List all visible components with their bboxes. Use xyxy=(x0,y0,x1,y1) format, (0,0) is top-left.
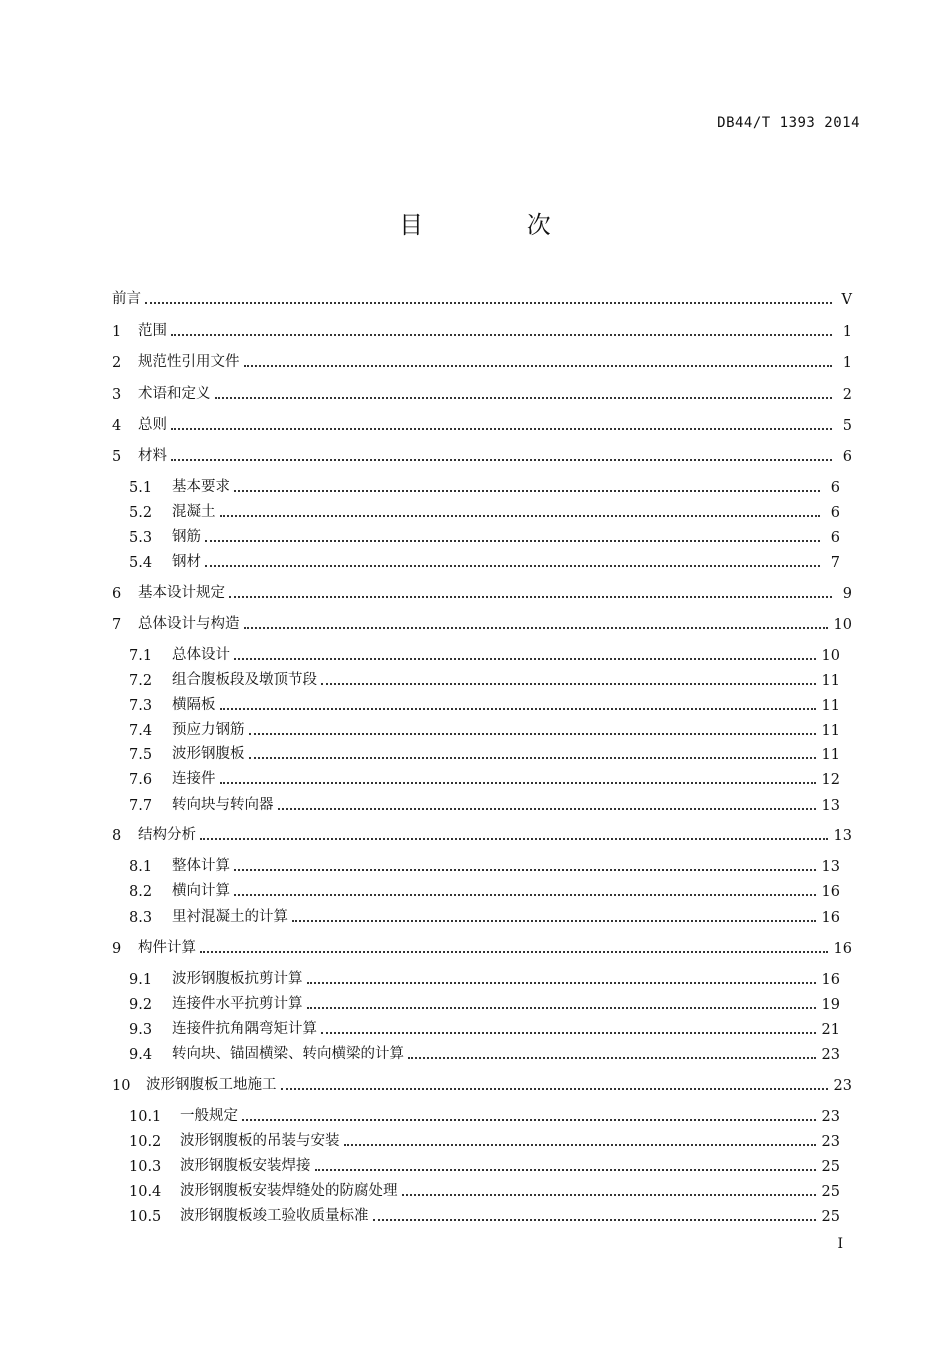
toc-page-number: 19 xyxy=(821,997,840,1013)
dot-leader xyxy=(145,301,832,304)
toc-entry[interactable] xyxy=(112,318,852,340)
toc-entry-label: 构件计算 xyxy=(138,940,196,956)
dot-leader xyxy=(220,707,816,710)
toc-entry-label: 基本设计规定 xyxy=(138,585,225,601)
toc-entry-label: 材料 xyxy=(138,448,167,464)
dot-leader xyxy=(234,893,816,896)
dot-leader xyxy=(281,1087,828,1090)
toc-page-number: 23 xyxy=(821,1047,840,1063)
toc-subentry[interactable] xyxy=(129,1103,840,1125)
toc-section-number: 10.5 xyxy=(129,1209,162,1225)
dot-leader xyxy=(321,1031,816,1034)
dot-leader xyxy=(244,626,828,629)
toc-section-number: 9.2 xyxy=(129,997,153,1013)
toc-entry-label: 预应力钢筋 xyxy=(172,722,245,738)
toc-section-number: 7.3 xyxy=(129,698,153,714)
toc-subentry[interactable] xyxy=(129,692,840,714)
toc-page-number: 25 xyxy=(821,1184,840,1200)
toc-section-number: 9.1 xyxy=(129,972,153,988)
toc-entry-label: 波形钢腹板工地施工 xyxy=(146,1077,277,1093)
dot-leader xyxy=(249,756,816,759)
toc-subentry[interactable] xyxy=(129,474,840,496)
toc-entry-label: 基本要求 xyxy=(172,479,230,495)
toc-section-number: 8 xyxy=(112,828,122,844)
toc-page-number: 21 xyxy=(821,1022,840,1038)
dot-leader xyxy=(307,1006,816,1009)
toc-entry-label: 波形钢腹板 xyxy=(172,746,245,762)
toc-page-number: 5 xyxy=(842,418,852,434)
toc-subentry[interactable] xyxy=(129,667,840,689)
toc-subentry[interactable] xyxy=(129,878,840,900)
toc-entry-label: 混凝土 xyxy=(172,504,216,520)
toc-section-number: 10 xyxy=(112,1078,131,1094)
dot-leader xyxy=(402,1193,816,1196)
dot-leader xyxy=(249,732,816,735)
dot-leader xyxy=(171,333,832,336)
toc-section-number: 7 xyxy=(112,617,122,633)
dot-leader xyxy=(373,1218,816,1221)
dot-leader xyxy=(307,981,816,984)
dot-leader xyxy=(220,781,816,784)
toc-entry-label: 组合腹板段及墩顶节段 xyxy=(172,672,317,688)
toc-section-number: 9.4 xyxy=(129,1047,153,1063)
toc-entry[interactable] xyxy=(112,822,852,844)
toc-page-number: 13 xyxy=(833,828,852,844)
toc-entry-label: 整体计算 xyxy=(172,858,230,874)
toc-subentry[interactable] xyxy=(129,792,840,814)
toc-page-number: 25 xyxy=(821,1209,840,1225)
toc-entry[interactable] xyxy=(112,286,852,308)
dot-leader xyxy=(234,489,820,492)
toc-subentry[interactable] xyxy=(129,1178,840,1200)
toc-section-number: 2 xyxy=(112,355,122,371)
dot-leader xyxy=(278,807,816,810)
toc-entry-label: 结构分析 xyxy=(138,827,196,843)
toc-subentry[interactable] xyxy=(129,1016,840,1038)
toc-subentry[interactable] xyxy=(129,966,840,988)
dot-leader xyxy=(220,514,821,517)
toc-page-number: 6 xyxy=(842,449,852,465)
toc-page-number: 11 xyxy=(821,747,840,763)
toc-section-number: 7.6 xyxy=(129,772,153,788)
toc-entry[interactable] xyxy=(112,349,852,371)
dot-leader xyxy=(244,364,833,367)
page-number: I xyxy=(837,1236,843,1252)
toc-entry-label: 术语和定义 xyxy=(138,386,211,402)
toc-section-number: 5.4 xyxy=(129,555,153,571)
toc-subentry[interactable] xyxy=(129,524,840,546)
toc-section-number: 5.1 xyxy=(129,480,153,496)
dot-leader xyxy=(234,657,816,660)
dot-leader xyxy=(205,564,820,567)
dot-leader xyxy=(171,427,832,430)
dot-leader xyxy=(215,396,833,399)
toc-subentry[interactable] xyxy=(129,741,840,763)
toc-page-number: 7 xyxy=(830,555,840,571)
toc-page-number: V xyxy=(841,292,852,308)
toc-page-number: 6 xyxy=(830,530,840,546)
toc-subentry[interactable] xyxy=(129,717,840,739)
dot-leader xyxy=(229,595,832,598)
toc-section-number: 8.3 xyxy=(129,910,153,926)
toc-entry-label: 钢材 xyxy=(172,554,201,570)
toc-section-number: 10.3 xyxy=(129,1159,162,1175)
toc-subentry[interactable] xyxy=(129,1203,840,1225)
toc-entry-label: 总体设计与构造 xyxy=(138,616,240,632)
toc-section-number: 10.1 xyxy=(129,1109,162,1125)
toc-entry-label: 总则 xyxy=(138,417,167,433)
toc-page-number: 25 xyxy=(821,1159,840,1175)
toc-section-number: 5.3 xyxy=(129,530,153,546)
toc-entry-label: 连接件水平抗剪计算 xyxy=(172,996,303,1012)
toc-subentry[interactable] xyxy=(129,904,840,926)
toc-entry-label: 波形钢腹板抗剪计算 xyxy=(172,971,303,987)
toc-section-number: 7.2 xyxy=(129,673,153,689)
toc-page-number: 12 xyxy=(821,772,840,788)
toc-entry-label: 钢筋 xyxy=(172,529,201,545)
toc-page-number: 11 xyxy=(821,673,840,689)
toc-entry-label: 范围 xyxy=(138,323,167,339)
toc-subentry[interactable] xyxy=(129,1041,840,1063)
toc-page-number: 1 xyxy=(842,355,852,371)
toc-subentry[interactable] xyxy=(129,766,840,788)
toc-entry[interactable] xyxy=(112,412,852,434)
toc-page-number: 10 xyxy=(821,648,840,664)
toc-entry-label: 波形钢腹板竣工验收质量标准 xyxy=(180,1208,369,1224)
toc-section-number: 7.5 xyxy=(129,747,153,763)
toc-entry[interactable] xyxy=(112,611,852,633)
toc-page-number: 6 xyxy=(830,480,840,496)
toc-entry-label: 波形钢腹板安装焊接 xyxy=(180,1158,311,1174)
dot-leader xyxy=(408,1056,816,1059)
dot-leader xyxy=(234,868,816,871)
toc-page-number: 16 xyxy=(821,972,840,988)
toc-entry-label: 转向块与转向器 xyxy=(172,797,274,813)
toc-entry-label: 转向块、锚固横梁、转向横梁的计算 xyxy=(172,1046,404,1062)
toc-section-number: 9 xyxy=(112,941,122,957)
toc-entry[interactable] xyxy=(112,580,852,602)
toc-page-number: 11 xyxy=(821,723,840,739)
toc-entry[interactable] xyxy=(112,443,852,465)
toc-page-number: 6 xyxy=(830,505,840,521)
toc-page-number: 13 xyxy=(821,798,840,814)
toc-entry[interactable] xyxy=(112,935,852,957)
dot-leader xyxy=(344,1143,816,1146)
dot-leader xyxy=(321,682,816,685)
toc-entry-label: 连接件 xyxy=(172,771,216,787)
toc-entry-label: 一般规定 xyxy=(180,1108,238,1124)
toc-entry[interactable] xyxy=(112,381,852,403)
toc-section-number: 6 xyxy=(112,586,122,602)
toc-section-number: 8.1 xyxy=(129,859,153,875)
toc-entry-label: 总体设计 xyxy=(172,647,230,663)
toc-page-number: 23 xyxy=(821,1109,840,1125)
toc-page-number: 16 xyxy=(833,941,852,957)
toc-entry-label: 横隔板 xyxy=(172,697,216,713)
toc-subentry[interactable] xyxy=(129,1128,840,1150)
toc-section-number: 7.7 xyxy=(129,798,153,814)
toc-page-number: 2 xyxy=(842,387,852,403)
toc-section-number: 10.4 xyxy=(129,1184,162,1200)
toc-page-number: 23 xyxy=(833,1078,852,1094)
dot-leader xyxy=(292,919,816,922)
toc-entry-label: 连接件抗角隅弯矩计算 xyxy=(172,1021,317,1037)
toc-entry-label: 里衬混凝土的计算 xyxy=(172,909,288,925)
toc-entry-label: 横向计算 xyxy=(172,883,230,899)
toc-subentry[interactable] xyxy=(129,991,840,1013)
dot-leader xyxy=(242,1118,816,1121)
toc-subentry[interactable] xyxy=(129,549,840,571)
toc-page-number: 23 xyxy=(821,1134,840,1150)
dot-leader xyxy=(315,1168,816,1171)
toc-section-number: 9.3 xyxy=(129,1022,153,1038)
toc-entry-label: 前言 xyxy=(112,291,141,307)
toc-subentry[interactable] xyxy=(129,499,840,521)
toc-section-number: 4 xyxy=(112,418,122,434)
toc-page-number: 16 xyxy=(821,884,840,900)
toc-subentry[interactable] xyxy=(129,853,840,875)
dot-leader xyxy=(200,950,828,953)
toc-page-number: 9 xyxy=(842,586,852,602)
toc-page-number: 10 xyxy=(833,617,852,633)
toc-section-number: 5.2 xyxy=(129,505,153,521)
toc-page-number: 1 xyxy=(842,324,852,340)
page-title: 目 次 xyxy=(399,211,599,239)
toc-entry-label: 规范性引用文件 xyxy=(138,354,240,370)
toc-page-number: 11 xyxy=(821,698,840,714)
toc-entry-label: 波形钢腹板安装焊缝处的防腐处理 xyxy=(180,1183,398,1199)
dot-leader xyxy=(171,458,832,461)
toc-section-number: 7.4 xyxy=(129,723,153,739)
document-code: DB44/T 1393 2014 xyxy=(717,115,860,131)
toc-section-number: 1 xyxy=(112,324,122,340)
toc-section-number: 5 xyxy=(112,449,122,465)
toc-page-number: 13 xyxy=(821,859,840,875)
toc-section-number: 10.2 xyxy=(129,1134,162,1150)
toc-subentry[interactable] xyxy=(129,642,840,664)
toc-entry-label: 波形钢腹板的吊装与安装 xyxy=(180,1133,340,1149)
toc-entry[interactable] xyxy=(112,1072,852,1094)
toc-section-number: 7.1 xyxy=(129,648,153,664)
dot-leader xyxy=(205,539,820,542)
toc-subentry[interactable] xyxy=(129,1153,840,1175)
toc-page-number: 16 xyxy=(821,910,840,926)
dot-leader xyxy=(200,837,828,840)
toc-section-number: 8.2 xyxy=(129,884,153,900)
toc-section-number: 3 xyxy=(112,387,122,403)
